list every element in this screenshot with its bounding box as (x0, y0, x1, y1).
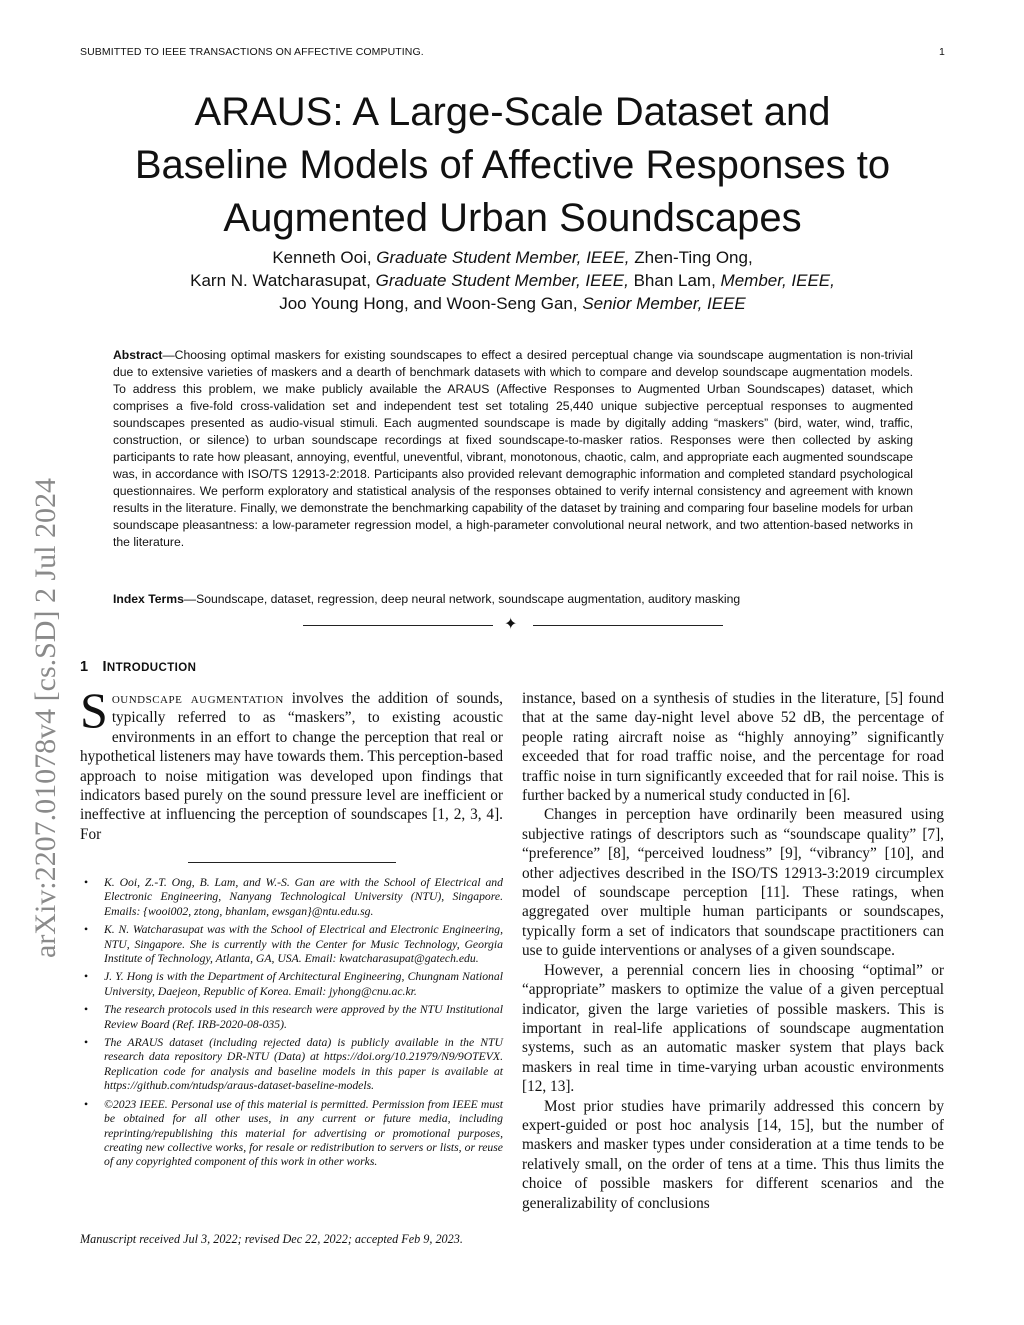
author-role: Graduate Student Member, IEEE, (376, 248, 630, 267)
arxiv-stamp: arXiv:2207.01078v4 [cs.SD] 2 Jul 2024 (29, 478, 62, 958)
body-paragraph: Changes in perception have ordinarily been measured using subjective ratings of descriptors such as “soundscape quality” [7], “preference” [8], “perceived loudness” [9], “vibrancy” [10], and other adjectives described in the ISO/TS 12913-3:2019 circumplex model of soundscape perception [11]. These ratings, when aggregated over multiple human participants or soundscapes, typically form a set of indicators that soundscape practitioners can use to guide interventions or analyses of a given soundscape. (522, 806, 944, 960)
footnote-text: K. N. Watcharasupat was with the School of Electrical and Electronic Engineering, NTU, Singapore. She is currently with the Center for Music Technology, Georgia Institute of Technology, Atlanta, GA, USA. Email: kwatcharasupat@gatech.edu. (104, 923, 503, 966)
running-title: SUBMITTED TO IEEE TRANSACTIONS ON AFFECTIVE COMPUTING. (80, 46, 424, 58)
intro-paragraph-1 (80, 682, 503, 844)
footnote-text: The research protocols used in this research were approved by the NTU Institutional Review Board (Ref. IRB-2020-08-035). (104, 1003, 503, 1031)
title-line-1: ARAUS: A Large-Scale Dataset and (194, 90, 831, 134)
lead-in-smallcaps: oundscape augmentation (111, 690, 284, 707)
abstract-text: —Choosing optimal maskers for existing soundscapes to effect a desired perceptual change via soundscape augmentation is non-trivial due to extensive varieties of maskers and a dearth of benchmark datasets with which to compare and develop soundscape augmentation models. To address this problem, we make publicly available the ARAUS (Affective Responses to Augmented Urban Soundscapes) dataset, which comprises a five-fold cross-validation set and independent test set totaling 25,440 unique subjective perceptual responses to augmented soundscapes presented as audio-visual stimuli. Each augmented soundscape is made by digitally adding “maskers” (bird, water, wind, traffic, construction, or silence) to urban soundscape recordings at fixed soundscape-to-masker ratios. Responses were then collected by asking participants to rate how pleasant, annoying, eventful, uneventful, vibrant, monotonous, chaotic, calm, and appropriate each augmented soundscape was, in accordance with ISO/TS 12913-2:2018. Participants also provided relevant demographic information and completed standard psychological questionnaires. We perform exploratory and statistical analysis of the responses obtained to verify internal consistency and agreement with known results in the literature. Finally, we demonstrate the benchmarking capability of the dataset by training and comparing four baseline models for urban soundscape pleasantness: a low-parameter regression model, a high-parameter convolutional neural network, and two attention-based networks in the literature. (113, 348, 913, 549)
manuscript-note: Manuscript received Jul 3, 2022; revised Dec 22, 2022; accepted Feb 9, 2023. (80, 1232, 463, 1246)
section-divider (303, 618, 723, 634)
author-line-2 (80, 269, 945, 292)
footnote-item (80, 876, 503, 919)
footnote-text: ©2023 IEEE. Personal use of this material is permitted. Permission from IEEE must be obtained for all other uses, in any current or future media, including reprinting/republishing this material for advertising or promotional purposes, creating new collective works, for resale or redistribution to servers or lists, or reuse of any copyrighted component of this work in other works. (104, 1097, 503, 1169)
author-name: Bhan Lam, (628, 271, 721, 290)
footnote-item (80, 1003, 503, 1032)
section-number: 1 (80, 659, 89, 675)
title-line-3: Augmented Urban Soundscapes (223, 196, 802, 240)
bullet-icon: • (84, 1003, 89, 1017)
author-list (80, 246, 945, 315)
divider-diamond-icon: ✦ (504, 616, 518, 633)
title-line-2: Baseline Models of Affective Responses to (134, 143, 891, 187)
author-role: Graduate Student Member, IEEE, (375, 271, 629, 290)
paper-title (80, 86, 945, 245)
footnote-item (80, 1036, 503, 1094)
section-title-initial: I (102, 659, 107, 675)
author-name: Kenneth Ooi, (272, 248, 377, 267)
author-line-3 (80, 292, 945, 315)
bullet-icon: • (84, 1097, 89, 1111)
author-name: Joo Young Hong, and Woon-Seng Gan, (279, 294, 583, 313)
footnote-item (80, 970, 503, 999)
author-name: Karn N. Watcharasupat, (190, 271, 376, 290)
body-paragraph: Most prior studies have primarily addressed this concern by expert-guided or post hoc analysis [14, 15], but the number of maskers and masker types under consideration at a time tends to be relatively small, on the order of tens at a time. This thus limits the choice of possible maskers for different scenarios and the generalizability of conclusions (522, 1097, 944, 1212)
index-terms-text: —Soundscape, dataset, regression, deep neural network, soundscape augmentation, auditory masking (183, 592, 741, 606)
bullet-icon: • (84, 876, 89, 889)
divider-line-left (303, 625, 493, 626)
section-heading-introduction (80, 659, 196, 675)
author-line-1 (80, 246, 945, 269)
footnote-text: J. Y. Hong is with the Department of Architectural Engineering, Chungnam National University, Daejeon, Republic of Korea. Email: jyhong@cnu.ac.kr. (104, 970, 503, 998)
author-role: Member, IEEE, (720, 271, 835, 290)
section-title-rest: NTRODUCTION (106, 662, 197, 674)
footnote-text: The ARAUS dataset (including rejected data) is publicly available in the NTU research data repository DR-NTU (Data) at https://doi.org/10.21979/N9/9OTEVX. Replication code for analysis and baseline models in this paper is available at https://github.com/ntudsp/araus-dataset-baseline-models. (104, 1036, 503, 1093)
running-header (80, 46, 945, 58)
bullet-icon: • (84, 923, 89, 937)
footnote-item (80, 1098, 503, 1170)
abstract-label: Abstract (113, 348, 163, 362)
divider-line-right (533, 625, 723, 626)
author-role: Senior Member, IEEE (582, 294, 746, 313)
footnote-rule (188, 862, 396, 863)
right-column (522, 689, 944, 1213)
index-terms (113, 591, 913, 608)
abstract (113, 347, 913, 551)
page-number: 1 (939, 46, 945, 58)
body-paragraph: However, a perennial concern lies in choosing “optimal” or “appropriate” maskers to optimize the value of a given perceptual indicator, given the large varieties of possible maskers. This is important in real-life applications of soundscape augmentation systems, such as an automatic masker system that plays back maskers in real time in time-varying urban acoustic environments [12, 13]. (522, 961, 944, 1096)
index-terms-label: Index Terms (113, 592, 184, 606)
footnote-item (80, 923, 503, 966)
paragraph-text: involves the addition of sounds, typically referred to as “maskers”, to existing acoustic environments in an effort to change the perception that real or hypothetical listeners may have towards them. This perception-based approach to noise mitigation was developed upon findings that indicators based purely on the sound pressure level are inefficient or ineffective at influencing the perception of soundscapes [1, 2, 3, 4]. For (80, 690, 503, 843)
body-paragraph: instance, based on a synthesis of studies in the literature, [5] found that at the same day-night level above 52 dB, the percentage of people rating aircraft noise as “highly annoying” significantly exceeded that for road traffic noise, and the percentage for road traffic noise in turn significantly exceeded that for rail noise. This is further backed by a numerical study conducted in [6]. (522, 690, 944, 805)
footnote-text: K. Ooi, Z.-T. Ong, B. Lam, and W.-S. Gan are with the School of Electrical and Electronic Engineering, Nanyang Technological University (NTU), Singapore. Emails: {wooi002, ztong, bhanlam, ewsgan}@ntu.edu.sg. (104, 876, 503, 918)
footnotes (80, 876, 503, 1174)
bullet-icon: • (84, 970, 89, 984)
author-name: Zhen-Ting Ong, (629, 248, 753, 267)
bullet-icon: • (84, 1036, 89, 1050)
dropcap: S (80, 682, 108, 738)
left-column (80, 682, 503, 844)
